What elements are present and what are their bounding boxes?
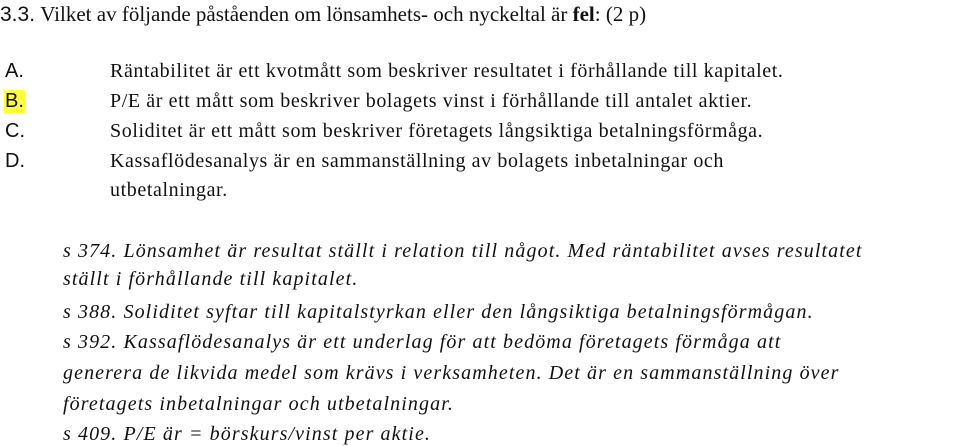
answer-note-line: ställt i förhållande till kapitalet.: [63, 268, 359, 290]
answer-note-line: företagets inbetalningar och utbetalningar.: [63, 393, 454, 415]
answer-note-line: s 392. Kassaflödesanalys är ett underlag för att bedöma företagets förmåga att: [63, 331, 782, 353]
question-number: 3.3.: [0, 3, 36, 26]
option-text-b: P/E är ett mått som beskriver bolagets vinst i förhållande till antalet aktier.: [110, 90, 753, 112]
option-letter-a: A.: [5, 60, 24, 82]
question-heading: [0, 2, 646, 27]
option-text-d-line1: Kassaflödesanalys är en sammanställning av bolagets inbetalningar och: [110, 150, 725, 172]
option-text-a: Räntabilitet är ett kvotmått som beskriver resultatet i förhållande till kapitalet.: [110, 60, 784, 82]
question-text: Vilket av följande påståenden om lönsamhets- och nyckeltal är: [40, 2, 568, 26]
question-emphasis: fel: [572, 2, 595, 26]
question-points: : (2 p): [594, 2, 647, 26]
option-letter-b-highlighted: B.: [5, 90, 24, 112]
option-text-c: Soliditet är ett mått som beskriver företagets långsiktiga betalningsförmåga.: [110, 120, 764, 142]
option-letter-c: C.: [5, 120, 25, 142]
answer-note-line: s 388. Soliditet syftar till kapitalstyrkan eller den långsiktiga betalningsförmågan.: [63, 301, 814, 323]
option-letter-d: D.: [5, 150, 25, 172]
answer-note-line: generera de likvida medel som krävs i verksamheten. Det är en sammanställning över: [63, 362, 840, 384]
option-text-d-line2: utbetalningar.: [110, 179, 228, 201]
answer-note-line: s 409. P/E är = börskurs/vinst per aktie.: [63, 423, 432, 445]
answer-note-line: s 374. Lönsamhet är resultat ställt i relation till något. Med räntabilitet avses resultatet: [63, 240, 863, 262]
